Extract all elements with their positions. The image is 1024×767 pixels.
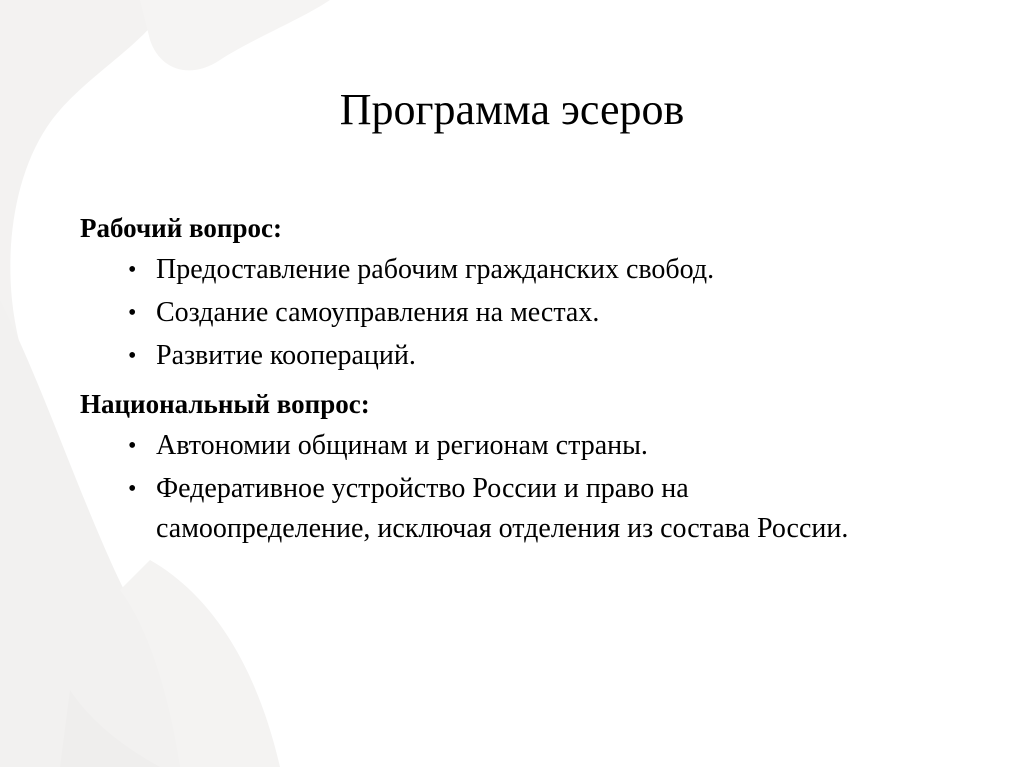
list-item-text: Создание самоуправления на местах.: [156, 297, 600, 328]
list-item: [128, 469, 910, 549]
slide-body: [80, 208, 910, 552]
section-heading: Рабочий вопрос:: [80, 213, 282, 243]
bullet-list: [80, 426, 910, 549]
list-item-text: Предоставление рабочим гражданских свобод.: [156, 254, 715, 285]
bullet-icon: •: [128, 476, 137, 502]
section-heading: Национальный вопрос:: [80, 389, 370, 419]
bullet-list: [80, 250, 910, 376]
bullet-icon: •: [128, 343, 137, 369]
list-item-text: Развитие коопераций.: [156, 340, 416, 371]
bullet-icon: •: [128, 300, 137, 326]
list-item: [128, 336, 910, 376]
bullet-icon: •: [128, 257, 137, 283]
list-item-text: Автономии общинам и регионам страны.: [156, 430, 648, 461]
section-national-question: [80, 384, 910, 549]
list-item: [128, 293, 910, 333]
list-item: [128, 250, 910, 290]
slide-title: Программа эсеров: [339, 85, 685, 134]
bullet-icon: •: [128, 433, 137, 459]
list-item-text: Федеративное устройство России и право на самоопределение, исключая отделения из состава России.: [156, 473, 849, 544]
section-workers-question: [80, 208, 910, 376]
list-item: [128, 426, 910, 466]
